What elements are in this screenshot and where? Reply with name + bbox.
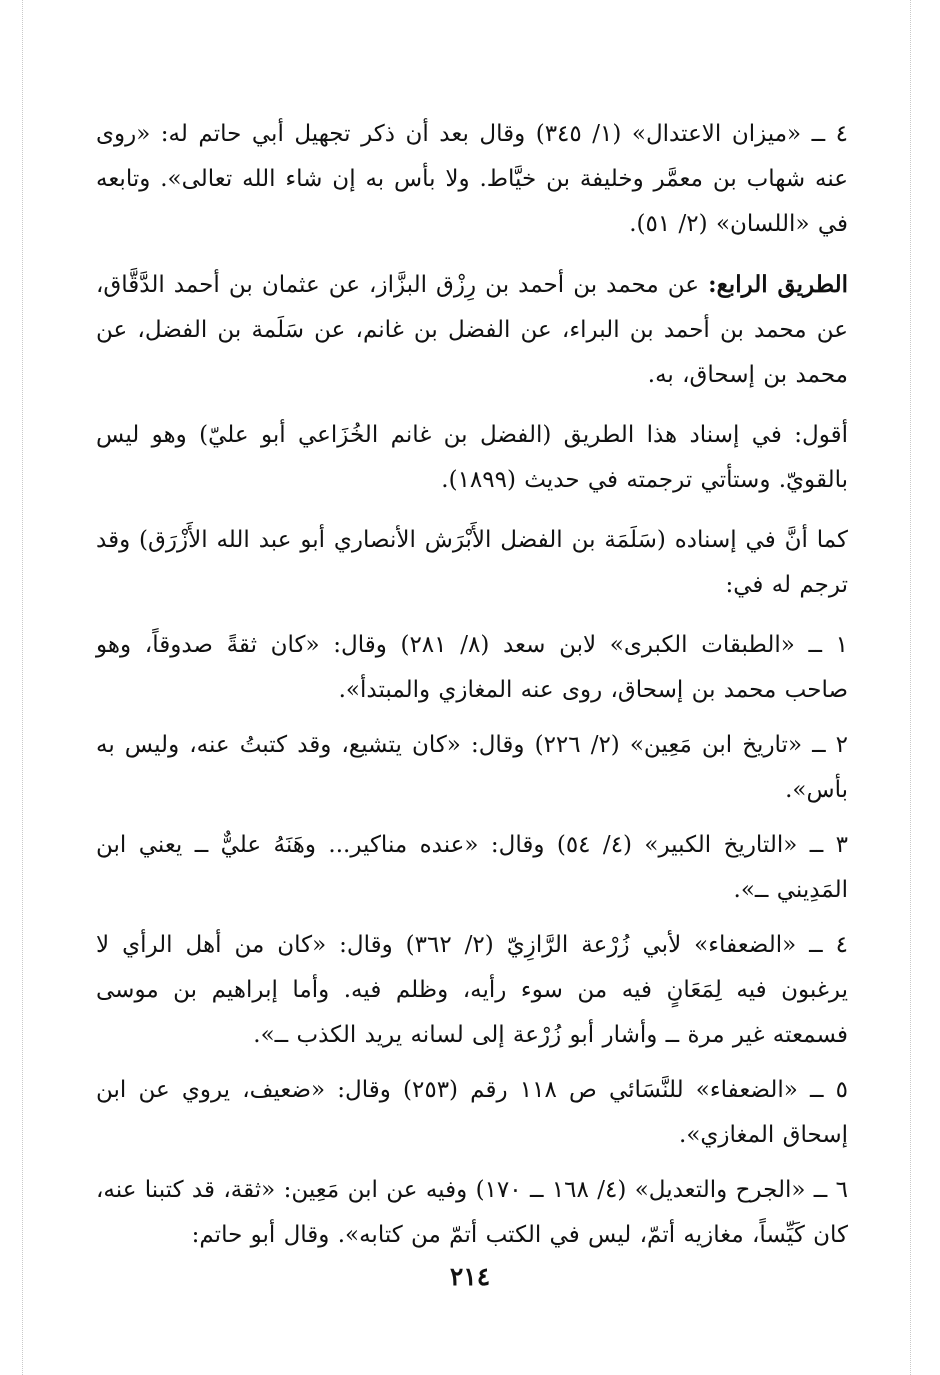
paragraph-comment: أقول: في إسناد هذا الطريق (الفضل بن غانم الخُزَاعي أبو عليّ) وهو ليس بالقويّ. وستأتي ترجمته في حديث (١٨٩٩). <box>96 422 848 493</box>
heading-fourth-route: الطريق الرابع: <box>708 271 848 298</box>
scan-guide-left <box>22 0 23 1375</box>
list-item-duafa-abu-zura: ٤ ــ «الضعفاء» لأبي زُرْعة الرَّازِيّ (٢/ ٣٦٢) وقال: «كان من أهل الرأي لا يرغبون فيه لِمَعَانٍ فيه من سوء رأيه، وظلم فيه. وأما إبراهيم بن موسى فسمعته غير مرة ــ وأشار أبو زُرْعة إلى لسانه يريد الكذب ــ». <box>96 932 848 1048</box>
scan-guide-right <box>910 0 911 1375</box>
list-item-jarh-tadil: ٦ ــ «الجرح والتعديل» (٤/ ١٦٨ ــ ١٧٠) وفيه عن ابن مَعِين: «ثقة، قد كتبنا عنه، كان كَيِّساً، مغازيه أتمّ، ليس في الكتب أتمّ من كتابه». وقال أبو حاتم: <box>96 1177 849 1248</box>
paragraph-mizan: ٤ ــ «ميزان الاعتدال» (١/ ٣٤٥) وقال بعد أن ذكر تجهيل أبي حاتم له: «روى عنه شهاب بن معمَّر وخليفة بن خيَّاط. ولا بأس به إن شاء الله تعالى». وتابعه في «اللسان» (٢/ ٥١). <box>96 121 848 237</box>
paragraph-salama: كما أنَّ في إسناده (سَلَمَة بن الفضل الأَبْرَش الأنصاري أبو عبد الله الأَزْرَق) وقد ترجم له في: <box>96 527 848 598</box>
paragraph-fourth-route: الطريق الرابع: عن محمد بن أحمد بن رِزْق البزَّاز، عن عثمان بن أحمد الدَّقَّاق، عن محمد بن أحمد بن البراء، عن الفضل بن غانم، عن سَلَمة بن الفضل، عن محمد بن إسحاق، به. <box>96 271 848 388</box>
list-item-tarikh-kabir: ٣ ــ «التاريخ الكبير» (٤/ ٥٤) وقال: «عنده مناكير... وهَنَهُ عليٌّ ــ يعني ابن المَدِيني ــ». <box>96 832 848 903</box>
list-item-tabaqat: ١ ــ «الطبقات الكبرى» لابن سعد (٨/ ٢٨١) وقال: «كان ثقةً صدوقاً، وهو صاحب محمد بن إسحاق، روى عنه المغازي والمبتدأ». <box>96 632 849 703</box>
page-body <box>96 112 848 1268</box>
list-item-duafa-nasai: ٥ ــ «الضعفاء» للنَّسَائي ص ١١٨ رقم (٢٥٣) وقال: «ضعيف، يروي عن ابن إسحاق المغازي». <box>96 1077 848 1148</box>
list-item-tarikh-ibn-maeen: ٢ ــ «تاريخ ابن مَعِين» (٢/ ٢٢٦) وقال: «كان يتشيع، وقد كتبتُ عنه، وليس به بأس». <box>96 732 848 803</box>
page-number: ٢١٤ <box>449 1262 491 1291</box>
